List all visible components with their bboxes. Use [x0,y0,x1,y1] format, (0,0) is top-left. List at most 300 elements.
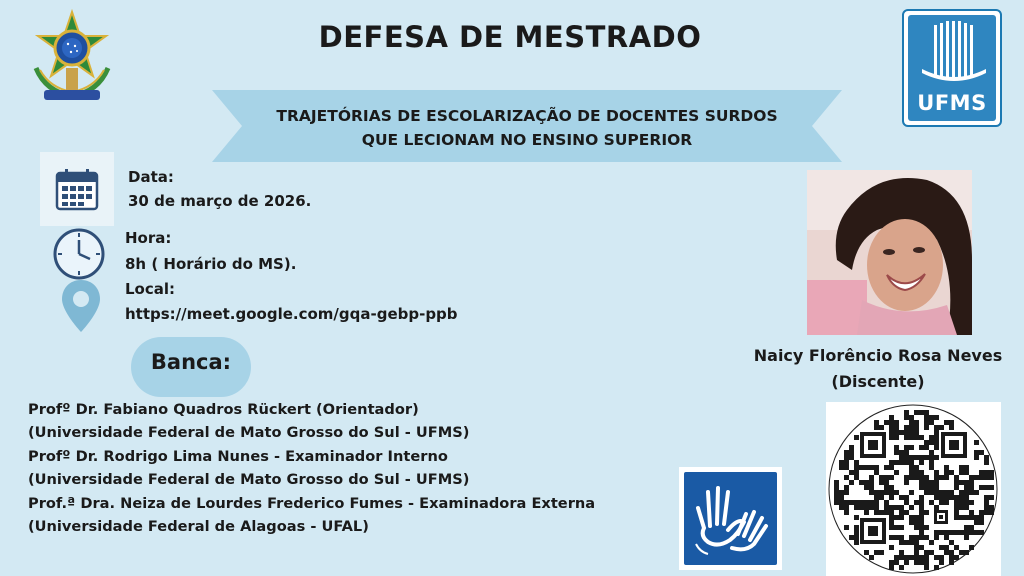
qr-module [884,490,889,495]
qr-module [984,485,989,490]
banca-member-line: Profº Dr. Rodrigo Lima Nunes - Examinador Interno [28,447,448,465]
qr-module [904,410,909,415]
qr-module [924,425,929,430]
qr-module [969,515,974,520]
qr-module [849,455,854,460]
qr-module [934,445,939,450]
qr-module [969,525,974,530]
qr-module [979,520,984,525]
qr-module [914,520,919,525]
qr-module [904,540,909,545]
qr-module [919,435,924,440]
qr-module [984,455,989,460]
qr-module [944,495,949,500]
banca-member-line: (Universidade Federal de Mato Grosso do Sul - UFMS) [28,424,470,442]
qr-module [929,465,934,470]
qr-module [889,460,894,465]
qr-module [909,430,914,435]
qr-module [889,495,894,500]
qr-module [914,500,919,505]
qr-module [889,535,894,540]
qr-module [934,480,939,485]
qr-module [964,490,969,495]
qr-module [834,490,839,495]
qr-module [964,495,969,500]
qr-module [859,500,864,505]
qr-module [944,490,949,495]
ufms-logo-text: UFMS [917,91,987,115]
qr-module [909,515,914,520]
qr-module [849,535,854,540]
qr-module [944,475,949,480]
qr-module [834,485,839,490]
qr-module [849,470,854,475]
qr-module [904,415,909,420]
qr-module [894,555,899,560]
qr-module [909,460,914,465]
qr-module [839,505,844,510]
qr-module [904,495,909,500]
qr-module [899,510,904,515]
qr-module [954,530,959,535]
qr-module [929,420,934,425]
qr-module [834,495,839,500]
qr-module [964,535,969,540]
qr-module [974,440,979,445]
qr-module [934,435,939,440]
qr-module [899,535,904,540]
qr-module [889,520,894,525]
qr-module [884,510,889,515]
qr-module [904,480,909,485]
qr-module [939,490,944,495]
qr-module [834,500,839,505]
qr-module [979,470,984,475]
qr-module [954,510,959,515]
qr-module [939,495,944,500]
qr-module [909,520,914,525]
qr-module [969,500,974,505]
qr-module [914,560,919,565]
qr-module [954,515,959,520]
qr-module [894,525,899,530]
qr-module [894,420,899,425]
qr-module [854,530,859,535]
qr-module [944,500,949,505]
ufms-building-icon [920,21,988,83]
qr-module [874,550,879,555]
qr-module [904,430,909,435]
qr-module [914,410,919,415]
qr-module [919,505,924,510]
qr-module [894,450,899,455]
qr-module [869,475,874,480]
qr-module [864,510,869,515]
qr-module [939,560,944,565]
qr-module [894,515,899,520]
qr-module [879,510,884,515]
qr-module [949,495,954,500]
date-label: Data: [128,168,174,186]
qr-module [894,435,899,440]
place-label: Local: [125,280,176,298]
qr-module [944,530,949,535]
qr-module [909,490,914,495]
qr-module [849,445,854,450]
student-photo-image [807,170,972,335]
qr-module [899,540,904,545]
qr-module [854,460,859,465]
qr-module [874,470,879,475]
qr-module [844,485,849,490]
qr-module [874,465,879,470]
qr-module [934,475,939,480]
qr-module [914,435,919,440]
qr-module [919,480,924,485]
qr-module [884,485,889,490]
qr-module [909,465,914,470]
qr-module [924,560,929,565]
qr-module [929,440,934,445]
qr-module [964,550,969,555]
qr-module [869,500,874,505]
qr-module [919,500,924,505]
qr-module [969,480,974,485]
qr-module [889,545,894,550]
qr-module [984,475,989,480]
qr-module [954,480,959,485]
qr-module [869,490,874,495]
qr-module [874,510,879,515]
qr-module [854,470,859,475]
qr-module [934,485,939,490]
qr-module [949,425,954,430]
qr-module [844,510,849,515]
qr-module [934,430,939,435]
qr-module [984,495,989,500]
qr-module [919,535,924,540]
qr-module [889,415,894,420]
qr-module [854,500,859,505]
qr-module [949,490,954,495]
qr-module [979,510,984,515]
calendar-icon-box [40,152,114,226]
qr-module [934,415,939,420]
qr-module [844,525,849,530]
qr-module [939,555,944,560]
qr-module [979,450,984,455]
qr-module [934,555,939,560]
qr-module [889,425,894,430]
qr-module [839,460,844,465]
qr-code[interactable] [826,402,1001,576]
qr-module [879,495,884,500]
qr-module [964,485,969,490]
qr-module [899,550,904,555]
qr-module [929,500,934,505]
qr-module [974,515,979,520]
qr-module [959,470,964,475]
qr-module [929,485,934,490]
qr-module [959,480,964,485]
qr-module [974,475,979,480]
qr-module [929,460,934,465]
qr-module [979,475,984,480]
qr-module [884,480,889,485]
qr-module [939,425,944,430]
qr-module [954,555,959,560]
qr-module [974,520,979,525]
qr-module [839,465,844,470]
qr-module [949,470,954,475]
qr-module [874,505,879,510]
qr-module [964,500,969,505]
qr-module [979,515,984,520]
qr-module [884,465,889,470]
qr-module [879,550,884,555]
qr-module [914,545,919,550]
clock-icon [52,227,106,281]
qr-module [969,475,974,480]
qr-module [914,550,919,555]
qr-module [879,475,884,480]
qr-module [954,500,959,505]
student-photo [807,170,972,335]
qr-module [899,430,904,435]
qr-module [889,430,894,435]
banca-member-line: Prof.ª Dra. Neiza de Lourdes Frederico Fumes - Examinadora Externa [28,494,596,512]
qr-module [984,510,989,515]
qr-module [854,515,859,520]
qr-module [839,500,844,505]
qr-module [934,455,939,460]
qr-module [889,485,894,490]
qr-module [919,495,924,500]
qr-module [909,435,914,440]
qr-module [894,445,899,450]
qr-module [839,490,844,495]
qr-module [939,530,944,535]
qr-module [889,505,894,510]
qr-module [859,505,864,510]
banca-members-list [28,398,668,538]
qr-module [974,450,979,455]
qr-module [989,505,994,510]
qr-module [909,415,914,420]
qr-module [909,455,914,460]
qr-module [904,510,909,515]
banca-title: Banca: [150,350,232,374]
qr-module [929,490,934,495]
qr-module [874,420,879,425]
qr-module [894,460,899,465]
qr-module [904,425,909,430]
qr-module [919,445,924,450]
qr-module [904,560,909,565]
qr-module [919,525,924,530]
qr-module [864,550,869,555]
qr-module [919,470,924,475]
qr-module [929,435,934,440]
qr-module [949,420,954,425]
calendar-icon [55,167,99,211]
qr-module [924,550,929,555]
qr-module [914,425,919,430]
qr-module [894,425,899,430]
qr-module [899,450,904,455]
qr-module [874,500,879,505]
qr-module [919,560,924,565]
qr-module [919,455,924,460]
qr-module [889,435,894,440]
qr-module [984,500,989,505]
qr-module [944,545,949,550]
qr-module [924,445,929,450]
qr-module [949,540,954,545]
qr-module [919,475,924,480]
qr-module [964,515,969,520]
qr-module [889,560,894,565]
qr-module [844,490,849,495]
date-value: 30 de março de 2026. [128,192,312,210]
qr-module [914,430,919,435]
qr-module [859,480,864,485]
qr-module [914,470,919,475]
qr-module [954,545,959,550]
qr-module [959,465,964,470]
qr-module [854,435,859,440]
banca-member-line: (Universidade Federal de Mato Grosso do Sul - UFMS) [28,471,470,489]
ufms-logo [902,9,1002,127]
qr-module [979,485,984,490]
qr-module [989,470,994,475]
qr-module [984,460,989,465]
qr-module [889,510,894,515]
qr-module [854,465,859,470]
qr-module [914,515,919,520]
qr-module [934,505,939,510]
qr-module [859,465,864,470]
qr-module [949,530,954,535]
qr-module [864,465,869,470]
qr-module [954,505,959,510]
sign-language-icon-box [679,467,782,570]
qr-module [939,500,944,505]
qr-module [879,425,884,430]
qr-module [924,410,929,415]
qr-module [914,420,919,425]
qr-module [974,490,979,495]
banca-member-line: Profº Dr. Fabiano Quadros Rückert (Orientador) [28,401,419,418]
qr-module [964,480,969,485]
qr-module [934,565,939,570]
sign-language-icon [690,478,771,559]
qr-module [914,540,919,545]
qr-module [844,500,849,505]
qr-module [919,555,924,560]
qr-module [969,510,974,515]
qr-module [909,505,914,510]
qr-module [929,480,934,485]
qr-module [934,440,939,445]
qr-module [959,530,964,535]
qr-module [939,545,944,550]
qr-module [854,505,859,510]
qr-module [974,530,979,535]
qr-module [949,560,954,565]
qr-module [944,550,949,555]
qr-module [869,555,874,560]
qr-module [909,535,914,540]
qr-module [924,480,929,485]
qr-module [899,555,904,560]
qr-module [894,505,899,510]
qr-module [894,535,899,540]
qr-module [989,510,994,515]
qr-module [924,420,929,425]
qr-module [899,525,904,530]
qr-module [964,465,969,470]
qr-module [899,460,904,465]
qr-module [869,485,874,490]
qr-module [884,475,889,480]
qr-module [909,470,914,475]
qr-module [904,445,909,450]
qr-module [959,550,964,555]
time-label: Hora: [125,229,172,247]
qr-module [864,500,869,505]
qr-module [894,490,899,495]
qr-module [964,470,969,475]
student-role: (Discente) [831,372,925,391]
qr-module [924,485,929,490]
qr-module [894,430,899,435]
brazil-coat-of-arms-icon [26,8,118,108]
page-title: DEFESA DE MESTRADO [318,20,702,54]
qr-module [894,470,899,475]
qr-module [844,455,849,460]
qr-module [929,450,934,455]
qr-module [904,455,909,460]
qr-module [939,475,944,480]
qr-module [914,455,919,460]
qr-module [874,495,879,500]
qr-module [864,505,869,510]
thesis-title [262,104,792,152]
qr-module [959,505,964,510]
qr-module [889,515,894,520]
qr-module [884,420,889,425]
qr-module [929,455,934,460]
qr-module [954,475,959,480]
qr-module [934,470,939,475]
qr-module [834,480,839,485]
qr-module [984,505,989,510]
qr-module [919,520,924,525]
qr-module [959,490,964,495]
banca-member-line: (Universidade Federal de Alagoas - UFAL) [28,518,369,536]
qr-module [989,485,994,490]
qr-module [889,565,894,570]
qr-module [934,490,939,495]
qr-module [919,515,924,520]
qr-module [934,535,939,540]
qr-module [949,550,954,555]
qr-module [919,510,924,515]
meeting-link[interactable]: https://meet.google.com/gqa-gebp-ppb [125,305,458,323]
qr-module [934,425,939,430]
qr-module [904,500,909,505]
